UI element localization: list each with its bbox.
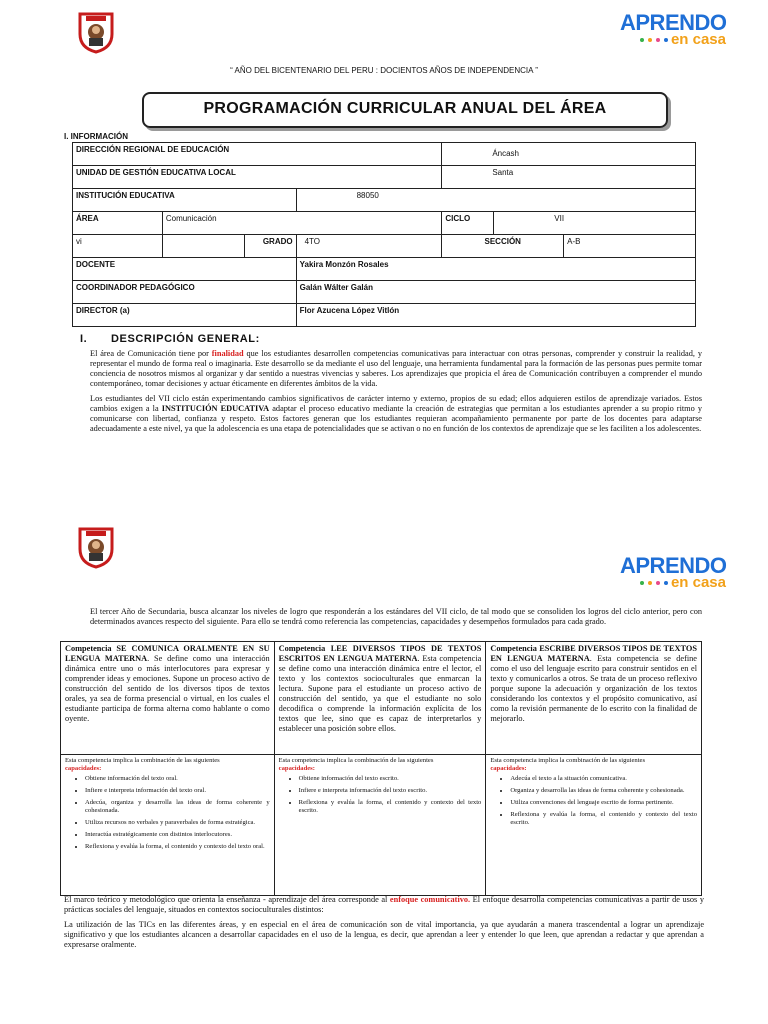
caps-oral-label: capacidades: bbox=[65, 765, 102, 772]
cap-item: • Infiere e interpreta información del texto escrito. bbox=[299, 787, 482, 795]
p2-text-a: Los estudiantes del VII ciclo están experimentando cambios significativos de carácter interno y externo, propios de su edad; ellos adquieren estilos de aprendizaje variados. Estos cambios exigen a la bbox=[90, 394, 702, 413]
ciclo-value bbox=[494, 212, 696, 235]
row-docente bbox=[73, 258, 696, 281]
cap-item: • Infiere e interpreta información del texto oral. bbox=[85, 787, 270, 795]
seccion-label bbox=[442, 235, 564, 258]
row-coordinador bbox=[73, 281, 696, 304]
cap-item: • Organiza y desarrolla las ideas de forma coherente y cohesionada. bbox=[510, 787, 697, 795]
comp-escribe-title: Competencia ESCRIBE DIVERSOS TIPOS DE TEXTOS EN LENGUA MATERNA bbox=[490, 644, 697, 663]
cap-item: • Reflexiona y evalúa la forma, el contenido y contexto del texto escrito. bbox=[510, 811, 697, 827]
marco-paragraph bbox=[64, 895, 704, 915]
marco-text-a: El marco teórico y metodológico que orienta la enseñanza - aprendizaje del área corresponde al bbox=[64, 895, 390, 904]
seccion-value: A-B bbox=[564, 235, 696, 258]
aprendo-en-casa-logo-2 bbox=[620, 555, 726, 590]
tics-paragraph: La utilización de las TICs en las diferentes áreas, y en especial en el área de comunicación son de vital importancia, ya que ayudarán a manera trascendental a lograr un aprendizaje significativo y que los estudiantes alcancen a desarrollar capacidades en el uso de la lengua, es decir, que aprendan a leer y entender lo que leen, que aprendan a redactar y que aprendan a expresarse oralmente. bbox=[64, 920, 704, 949]
comp-lee-title: Competencia LEE DIVERSOS TIPOS DE TEXTOS ESCRITOS EN LENGUA MATERNA bbox=[278, 644, 482, 663]
coord-label: COORDINADOR PEDAGÓGICO bbox=[73, 281, 297, 304]
caps-escribe-list bbox=[490, 775, 697, 827]
cap-item: • Reflexiona y evalúa la forma, el contenido y contexto del texto escrito. bbox=[299, 799, 482, 815]
brand-line1: APRENDO bbox=[620, 10, 727, 35]
aprendo-en-casa-logo bbox=[620, 12, 726, 47]
caps-lee-list bbox=[279, 775, 482, 815]
info-table bbox=[72, 142, 696, 327]
dre-label: DIRECCIÓN REGIONAL DE EDUCACIÓN bbox=[73, 143, 442, 166]
caps-lee-intro: Esta competencia implica la combinación de las siguientes bbox=[278, 757, 434, 764]
row-ugel bbox=[73, 166, 696, 189]
comp-escribe-desc bbox=[486, 642, 702, 755]
competencias-table bbox=[60, 641, 702, 896]
caps-escribe-label: capacidades: bbox=[490, 765, 527, 772]
school-shield-logo-2 bbox=[76, 525, 116, 574]
caps-lee-label: capacidades: bbox=[278, 765, 315, 772]
desc-paragraph-2 bbox=[90, 394, 702, 434]
competencias-desc-row bbox=[61, 642, 702, 755]
docente-value: Yakira Monzón Rosales bbox=[296, 258, 695, 281]
ciclo-label: CICLO bbox=[442, 212, 494, 235]
cap-item: • Obtiene información del texto oral. bbox=[85, 775, 270, 783]
comp-lee-text: . Esta competencia se define como una interacción dinámica entre el lector, el texto y los contextos socioculturales que enmarcan la lectura. Supone para el estudiante un proceso activo de construcción del sentido, ya que el estudiante no solo decodifica o comprende la información explícita de los textos que lee, sino que es capaz de interpretarlos y establecer una posición sobre ellos. bbox=[278, 654, 482, 733]
cap-item: • Adecúa el texto a la situación comunicativa. bbox=[510, 775, 697, 783]
row-area bbox=[73, 212, 696, 235]
director-value: Flor Azucena López Vitlón bbox=[296, 304, 695, 327]
comp-escribe-text: . Esta competencia se define como el uso del lenguaje escrito para construir sentidos en el texto y comunicarlos a otros. Se trata de un proceso reflexivo porque supone la adecuación y organización de los textos considerando los contextos y el propósito comunicativo, así como la revisión permanente de lo escrito con la finalidad de mejorarlo. bbox=[490, 654, 697, 723]
desc-paragraph-1 bbox=[90, 349, 702, 389]
ciclo-text: VII bbox=[554, 214, 565, 223]
comp-oral-text: . Se define como una interacción dinámica entre uno o más interlocutores para expresar y comprender ideas y emociones. Supone un proceso activo de construcción del sentido de los diversos tipos de textos orales, ya sea de forma presencial o virtual, en los cuales el estudiante participa de forma alterna como hablante o como oyente. bbox=[65, 654, 270, 723]
empty-cell bbox=[162, 235, 244, 258]
brand-line2-2: en casa bbox=[670, 574, 726, 591]
caps-escribe bbox=[486, 755, 702, 896]
brand-line1-2: APRENDO bbox=[620, 553, 727, 578]
brand-dots-icon-2 bbox=[640, 581, 668, 585]
p1-text-a: El área de Comunicación tiene por bbox=[90, 349, 212, 358]
p2-bold: INSTITUCIÓN EDUCATIVA bbox=[161, 404, 270, 413]
p2-text-b: adaptar el proceso educativo mediante la creación de estrategias que permitan a los estudiantes aprender a su propio ritmo y comunicarse con libertad, confianza y respeto. Estos factores generan que los estudiantes requieran acompañamiento permanente por parte de los docentes para adaptarse adecuadamente a este nivel, ya que la adolescencia es una etapa de potencialidades que se activan o no en función de los contextos de aprendizaje que se les faciliten a los adolescentes. bbox=[90, 404, 702, 433]
ugel-label: UNIDAD DE GESTIÓN EDUCATIVA LOCAL bbox=[73, 166, 442, 189]
caps-oral-intro: Esta competencia implica la combinación de las siguientes bbox=[65, 757, 220, 764]
desc-heading bbox=[80, 333, 260, 345]
docente-label: DOCENTE bbox=[73, 258, 297, 281]
ugel-value bbox=[442, 166, 696, 189]
dre-text: Áncash bbox=[492, 149, 519, 158]
brand-dots-icon bbox=[640, 38, 668, 42]
grado-value: 4TO bbox=[296, 235, 442, 258]
cap-item: • Utiliza recursos no verbales y paraverbales de forma estratégica. bbox=[85, 819, 270, 827]
p1-text-b: que los estudiantes desarrollen competencias comunicativas para interactuar con otras personas, comprender y construir la realidad, y representar el mundo de forma real o imaginaria. Este desarrollo se da mediante el uso del lenguaje, una herramienta fundamental para la formación de las personas pues permite tomar conciencia de nosotros mismos al organizar y dar sentido a nuestras vivencias y saberes. Los aprendizajes que propicia el área de Comunicación contribuyen a comprender el mundo contemporáneo, tomar decisiones y actuar éticamente en diferentes ámbitos de la vida. bbox=[90, 349, 702, 388]
caps-oral-list bbox=[65, 775, 270, 851]
marco-text-b: El enfoque desarrolla competencias comunicativas a partir de usos y prácticas sociales del lenguaje, situados en contextos socioculturales distintos: bbox=[64, 895, 704, 914]
row-director bbox=[73, 304, 696, 327]
desc-number: I. bbox=[80, 333, 88, 345]
cap-item: • Interactúa estratégicamente con distintos interlocutores. bbox=[85, 831, 270, 839]
row-grado bbox=[73, 235, 696, 258]
cap-item: • Reflexiona y evalúa la forma, el contenido y contexto del texto oral. bbox=[85, 843, 270, 851]
ugel-text: Santa bbox=[492, 168, 514, 177]
ie-value bbox=[296, 189, 695, 212]
row-ie bbox=[73, 189, 696, 212]
school-shield-logo bbox=[76, 10, 116, 59]
area-value: Comunicación bbox=[162, 212, 441, 235]
marco-highlight: enfoque comunicativo. bbox=[389, 895, 471, 904]
vi-label: vi bbox=[73, 235, 163, 258]
comp-lee-desc bbox=[274, 642, 486, 755]
section-info-label: I. INFORMACIÓN bbox=[64, 132, 128, 141]
cap-item: • Utiliza convenciones del lenguaje escrito de forma pertinente. bbox=[510, 799, 697, 807]
ie-label: INSTITUCIÓN EDUCATIVA bbox=[73, 189, 297, 212]
coord-value: Galán Wálter Galán bbox=[296, 281, 695, 304]
capacidades-row bbox=[61, 755, 702, 896]
p1-highlight: finalidad bbox=[211, 349, 244, 358]
cap-item: • Obtiene información del texto escrito. bbox=[299, 775, 482, 783]
area-label: ÁREA bbox=[73, 212, 163, 235]
ie-text: 88050 bbox=[356, 191, 379, 200]
grado-label bbox=[244, 235, 296, 258]
seccion-label-text: SECCIÓN bbox=[484, 237, 521, 246]
row-dre bbox=[73, 143, 696, 166]
cap-item: • Adecúa, organiza y desarrolla las ideas de forma coherente y cohesionada. bbox=[85, 799, 270, 815]
document-title: PROGRAMACIÓN CURRICULAR ANUAL DEL ÁREA bbox=[142, 92, 668, 128]
year-motto: “ AÑO DEL BICENTENARIO DEL PERU : DOCIENTOS AÑOS DE INDEPENDENCIA ” bbox=[230, 66, 538, 75]
caps-oral bbox=[61, 755, 275, 896]
desc-title: DESCRIPCIÓN GENERAL: bbox=[110, 333, 260, 345]
grado-label-text: GRADO bbox=[262, 237, 293, 246]
director-label: DIRECTOR (a) bbox=[73, 304, 297, 327]
comp-oral-title: Competencia SE COMUNICA ORALMENTE EN SU LENGUA MATERNA bbox=[65, 644, 270, 663]
dre-value bbox=[442, 143, 696, 166]
intro-paragraph: El tercer Año de Secundaria, busca alcanzar los niveles de logro que responderán a los estándares del VII ciclo, de tal modo que se consoliden los logros del ciclo anterior, pero con determinados avances respecto del siguiente. Para ello se tendrá como referencia las competencias, capacidades y desempeños formulados para cada grado. bbox=[90, 607, 702, 626]
comp-oral-desc bbox=[61, 642, 275, 755]
brand-line2: en casa bbox=[670, 31, 726, 48]
caps-escribe-intro: Esta competencia implica la combinación de las siguientes bbox=[490, 757, 646, 764]
caps-lee bbox=[274, 755, 486, 896]
